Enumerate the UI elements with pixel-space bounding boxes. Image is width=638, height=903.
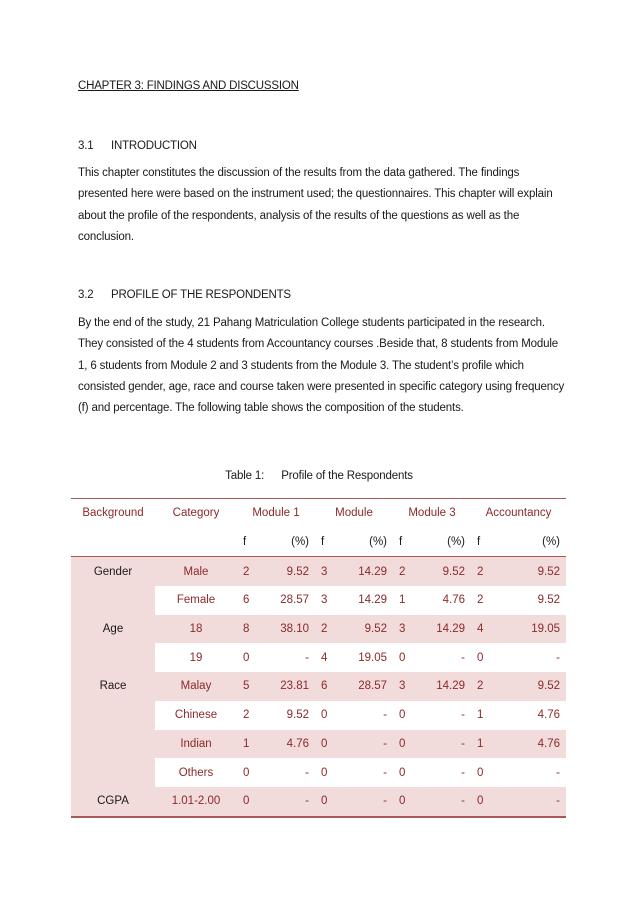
cell-frequency: 1 — [477, 709, 484, 722]
cell-category: Others — [178, 766, 214, 779]
cell-background: Age — [71, 615, 155, 644]
subheader-empty — [155, 528, 237, 557]
cell-frequency: 2 — [471, 557, 499, 586]
table-row — [71, 701, 566, 730]
cell-frequency: 3 — [393, 672, 421, 701]
cell-percentage: - — [421, 730, 471, 759]
section-title: INTRODUCTION — [111, 140, 197, 152]
cell-percentage: - — [343, 730, 393, 759]
section-title: PROFILE OF THE RESPONDENTS — [111, 289, 291, 301]
subheader-empty — [71, 528, 155, 557]
header-module-3: Module 3 — [393, 499, 471, 528]
subheader-f: f — [393, 528, 421, 557]
cell-frequency: 0 — [243, 651, 250, 664]
cell-frequency: 2 — [243, 709, 250, 722]
cell-percentage: 9.52 — [499, 557, 566, 586]
table-row — [71, 643, 566, 672]
cell-percentage: 9.52 — [343, 615, 393, 644]
cell-percentage: 9.52 — [265, 557, 315, 586]
cell-frequency: 6 — [243, 594, 250, 607]
section-heading-introduction — [78, 140, 197, 152]
cell-background: Race — [71, 672, 155, 701]
cell-percentage: - — [383, 766, 387, 779]
cell-percentage: - — [421, 787, 471, 817]
table-row — [71, 758, 566, 787]
cell-percentage: - — [556, 766, 561, 779]
cell-frequency: 0 — [399, 651, 406, 664]
cell-category: 1.01-2.00 — [155, 787, 237, 817]
cell-percentage: 19.05 — [358, 651, 387, 664]
cell-background — [71, 701, 155, 730]
table-row — [71, 615, 566, 644]
introduction-paragraph: This chapter constitutes the discussion of the results from the data gathered. The findings presented here were based on the instrument used; the questionnaires. This chapter will explain about the profile of the respondents, analysis of the results of the questions as well as the conclusion. — [78, 167, 553, 243]
cell-percentage: - — [499, 787, 566, 817]
cell-category: Chinese — [174, 709, 218, 722]
header-category: Category — [155, 499, 237, 528]
cell-frequency: 0 — [471, 787, 499, 817]
cell-frequency: 5 — [237, 672, 265, 701]
cell-frequency: 0 — [399, 709, 406, 722]
cell-frequency: 0 — [393, 787, 421, 817]
table-header-row — [71, 499, 566, 528]
table-subheader-row — [71, 528, 566, 557]
cell-background: CGPA — [71, 787, 155, 817]
cell-frequency: 0 — [237, 787, 265, 817]
table-row — [71, 586, 566, 615]
cell-percentage: 14.29 — [358, 594, 387, 607]
cell-percentage: 4.76 — [265, 730, 315, 759]
cell-category: Indian — [155, 730, 237, 759]
cell-frequency: 6 — [315, 672, 343, 701]
section-number: 3.1 — [78, 140, 94, 152]
header-background: Background — [71, 499, 155, 528]
cell-percentage: 28.57 — [280, 594, 309, 607]
table-row — [71, 672, 566, 701]
subheader-f: f — [471, 528, 499, 557]
subheader-pct: (%) — [265, 528, 315, 557]
table-row — [71, 557, 566, 586]
cell-frequency: 4 — [471, 615, 499, 644]
cell-percentage: - — [461, 766, 465, 779]
subheader-pct: (%) — [421, 528, 471, 557]
cell-percentage: 14.29 — [421, 672, 471, 701]
cell-frequency: 3 — [315, 557, 343, 586]
cell-percentage: 23.81 — [265, 672, 315, 701]
chapter-title: CHAPTER 3: FINDINGS AND DISCUSSION — [78, 80, 299, 92]
table-row — [71, 787, 566, 817]
cell-percentage: - — [383, 709, 387, 722]
cell-background — [71, 730, 155, 759]
header-module-1: Module 1 — [237, 499, 315, 528]
cell-background — [71, 758, 155, 787]
cell-frequency: 2 — [477, 594, 484, 607]
subheader-pct: (%) — [499, 528, 566, 557]
cell-frequency: 0 — [321, 766, 328, 779]
cell-percentage: 9.52 — [421, 557, 471, 586]
cell-frequency: 3 — [321, 594, 328, 607]
cell-percentage: - — [305, 766, 309, 779]
cell-percentage: 14.29 — [421, 615, 471, 644]
cell-percentage: 28.57 — [343, 672, 393, 701]
cell-percentage: - — [461, 709, 465, 722]
cell-percentage: 4.76 — [499, 730, 566, 759]
cell-frequency: 0 — [315, 730, 343, 759]
cell-frequency: 0 — [477, 651, 484, 664]
section-heading-profile — [78, 289, 291, 301]
cell-percentage: 4.76 — [442, 594, 465, 607]
cell-background: Gender — [71, 557, 155, 586]
cell-frequency: 0 — [399, 766, 406, 779]
cell-percentage: - — [343, 787, 393, 817]
cell-category: Malay — [155, 672, 237, 701]
cell-frequency: 1 — [471, 730, 499, 759]
cell-background — [71, 586, 155, 615]
cell-percentage: - — [461, 651, 465, 664]
cell-percentage: 4.76 — [537, 709, 561, 722]
cell-category: 19 — [189, 651, 203, 664]
cell-frequency: 2 — [237, 557, 265, 586]
cell-percentage: 38.10 — [265, 615, 315, 644]
cell-frequency: 4 — [321, 651, 328, 664]
cell-frequency: 0 — [321, 709, 328, 722]
cell-percentage: 9.52 — [537, 594, 561, 607]
cell-percentage: - — [556, 651, 561, 664]
table-caption — [0, 470, 638, 482]
cell-percentage: 9.52 — [286, 709, 309, 722]
cell-frequency: 0 — [315, 787, 343, 817]
subheader-f: f — [315, 528, 343, 557]
profile-paragraph: By the end of the study, 21 Pahang Matriculation College students participated in the research. They consisted of the 4 students from Accountancy courses .Beside that, 8 students from Module 1, 6 students from Module 2 and 3 students from the Module 3. The student’s profile which consisted gender, age, race and course taken were presented in specific category using frequency (f) and percentage. The following table shows the composition of the students. — [78, 317, 565, 415]
cell-percentage: - — [265, 787, 315, 817]
table-row — [71, 730, 566, 759]
cell-frequency: 2 — [471, 672, 499, 701]
cell-frequency: 3 — [393, 615, 421, 644]
cell-background — [71, 643, 155, 672]
cell-frequency: 1 — [237, 730, 265, 759]
cell-frequency: 1 — [399, 594, 406, 607]
cell-percentage: 14.29 — [343, 557, 393, 586]
cell-category: Female — [176, 594, 216, 607]
cell-percentage: 19.05 — [499, 615, 566, 644]
subheader-f: f — [237, 528, 265, 557]
subheader-pct: (%) — [343, 528, 393, 557]
profile-table — [71, 498, 566, 818]
table-caption-text: Profile of the Respondents — [281, 470, 413, 482]
cell-category: 18 — [155, 615, 237, 644]
cell-frequency: 2 — [315, 615, 343, 644]
header-module-2: Module — [315, 499, 393, 528]
cell-frequency: 2 — [393, 557, 421, 586]
cell-frequency: 0 — [243, 766, 250, 779]
cell-percentage: - — [305, 651, 309, 664]
section-number: 3.2 — [78, 289, 94, 301]
cell-frequency: 8 — [237, 615, 265, 644]
cell-percentage: 9.52 — [499, 672, 566, 701]
header-accountancy: Accountancy — [471, 499, 566, 528]
cell-frequency: 0 — [477, 766, 484, 779]
cell-frequency: 0 — [393, 730, 421, 759]
table-caption-label: Table 1: — [225, 470, 265, 482]
cell-category: Male — [155, 557, 237, 586]
